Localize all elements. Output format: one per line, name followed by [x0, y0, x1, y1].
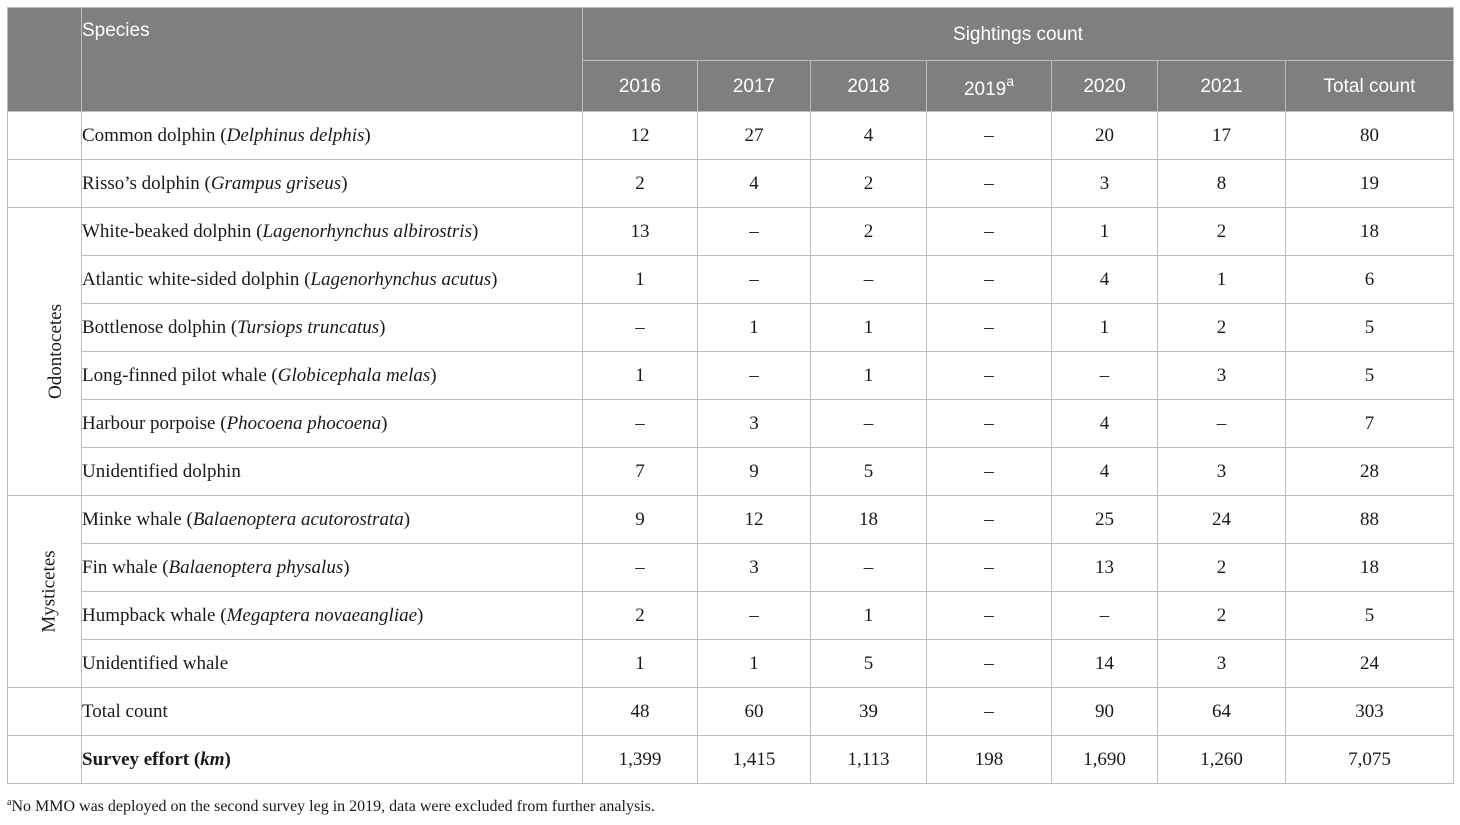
rows.7-cell: 7 [583, 448, 698, 496]
species-common-name: Risso’s dolphin ( [82, 173, 211, 194]
footnote [7, 797, 655, 816]
species-scientific-name: Lagenorhynchus acutus [310, 269, 492, 290]
rows.8-cell: 24 [1158, 496, 1286, 544]
table-row [8, 640, 1454, 688]
rows.8-cell: 12 [698, 496, 811, 544]
rows.0-cell: 20 [1052, 112, 1158, 160]
species-common-name: Harbour porpoise ( [82, 413, 227, 434]
rows.10-cell: – [698, 592, 811, 640]
rows.7-cell: 28 [1286, 448, 1454, 496]
survey-effort-label-cell [82, 736, 583, 784]
header-year-2017: 2017 [698, 61, 811, 112]
effort-cell: 1,399 [583, 736, 698, 784]
rows.5-cell: 3 [1158, 352, 1286, 400]
rows.8-cell: 88 [1286, 496, 1454, 544]
rows.0-cell: 12 [583, 112, 698, 160]
header-year-2021: 2021 [1158, 61, 1286, 112]
species-paren-close: ) [341, 173, 348, 194]
species-name [82, 544, 583, 592]
total-cell: 48 [583, 688, 698, 736]
rows.11-cell: 1 [583, 640, 698, 688]
header-year-2016: 2016 [583, 61, 698, 112]
rows.10-cell: – [1052, 592, 1158, 640]
species-common-name: Unidentified dolphin [82, 461, 241, 482]
effort-cell: 1,690 [1052, 736, 1158, 784]
rows.10-cell: 5 [1286, 592, 1454, 640]
total-cell: 39 [811, 688, 927, 736]
table-row [8, 448, 1454, 496]
survey-effort-label: Survey effort [82, 749, 190, 770]
rows.0-cell: 80 [1286, 112, 1454, 160]
rows.8-cell: 25 [1052, 496, 1158, 544]
rows.2-cell: 13 [583, 208, 698, 256]
header-year-2018: 2018 [811, 61, 927, 112]
species-paren-close: ) [381, 413, 388, 434]
rows.4-cell: 5 [1286, 304, 1454, 352]
species-scientific-name: Lagenorhynchus albirostris [262, 221, 472, 242]
group-cell-mysticetes [8, 496, 82, 688]
species-common-name: Minke whale ( [82, 509, 193, 530]
rows.5-cell: – [698, 352, 811, 400]
rows.2-cell: 2 [1158, 208, 1286, 256]
rows.9-cell: – [583, 544, 698, 592]
survey-effort-unit: km [200, 749, 225, 770]
rows.6-cell: 4 [1052, 400, 1158, 448]
species-scientific-name: Balaenoptera acutorostrata [192, 509, 404, 530]
species-common-name: White-beaked dolphin ( [82, 221, 263, 242]
species-name [82, 448, 583, 496]
rows.4-cell: 1 [811, 304, 927, 352]
species-paren-close: ) [472, 221, 479, 242]
rows.10-cell: 1 [811, 592, 927, 640]
total-cell: – [927, 688, 1052, 736]
rows.1-cell: 2 [811, 160, 927, 208]
header-year-2019 [927, 61, 1052, 112]
species-paren-close: ) [379, 317, 386, 338]
table-row [8, 544, 1454, 592]
rows.2-cell: – [698, 208, 811, 256]
species-name [82, 496, 583, 544]
rows.11-cell: 24 [1286, 640, 1454, 688]
rows.4-cell: 1 [698, 304, 811, 352]
survey-effort-paren-close: ) [224, 749, 231, 770]
rows.9-cell: – [811, 544, 927, 592]
table-row [8, 112, 1454, 160]
rows.0-cell: 27 [698, 112, 811, 160]
species-name [82, 352, 583, 400]
rows.9-cell: 3 [698, 544, 811, 592]
species-paren-close: ) [417, 605, 424, 626]
rows.7-cell: – [927, 448, 1052, 496]
species-name [82, 640, 583, 688]
rows.9-cell: 2 [1158, 544, 1286, 592]
rows.5-cell: – [1052, 352, 1158, 400]
header-species: Species [82, 8, 583, 112]
species-name [82, 112, 583, 160]
group-cell-blank [8, 160, 82, 208]
group-cell-blank [8, 112, 82, 160]
rows.11-cell: 5 [811, 640, 927, 688]
rows.1-cell: 8 [1158, 160, 1286, 208]
species-scientific-name: Grampus griseus [210, 173, 342, 194]
rows.8-cell: 9 [583, 496, 698, 544]
species-paren-close: ) [430, 365, 437, 386]
species-scientific-name: Megaptera novaeangliae [226, 605, 418, 626]
rows.6-cell: 3 [698, 400, 811, 448]
rows.8-cell: 18 [811, 496, 927, 544]
species-name [82, 160, 583, 208]
species-common-name: Unidentified whale [82, 653, 229, 674]
group-cell-blank [8, 688, 82, 736]
table-row [8, 496, 1454, 544]
footnote-marker: a [1006, 72, 1015, 89]
species-name [82, 256, 583, 304]
rows.9-cell: 13 [1052, 544, 1158, 592]
rows.10-cell: 2 [583, 592, 698, 640]
survey-effort-paren-open: ( [189, 749, 201, 770]
species-paren-close: ) [491, 269, 498, 290]
species-common-name: Bottlenose dolphin ( [82, 317, 238, 338]
species-scientific-name: Phocoena phocoena [226, 413, 382, 434]
rows.10-cell: 2 [1158, 592, 1286, 640]
table-row [8, 160, 1454, 208]
effort-cell: 1,260 [1158, 736, 1286, 784]
effort-cell: 1,415 [698, 736, 811, 784]
group-cell-blank [8, 736, 82, 784]
effort-cell: 198 [927, 736, 1052, 784]
species-name [82, 208, 583, 256]
rows.6-cell: – [583, 400, 698, 448]
species-paren-close: ) [403, 509, 411, 530]
species-scientific-name: Delphinus delphis [226, 125, 365, 146]
rows.2-cell: – [927, 208, 1052, 256]
rows.0-cell: 17 [1158, 112, 1286, 160]
rows.1-cell: 19 [1286, 160, 1454, 208]
footnote-text: No MMO was deployed on the second survey leg in 2019, data were excluded from further analysis. [11, 798, 655, 815]
group-cell-odontocetes [8, 208, 82, 496]
group-label-mysticetes: Mysticetes [38, 550, 60, 633]
species-scientific-name: Globicephala melas [277, 365, 431, 386]
table-row [8, 208, 1454, 256]
sightings-table [7, 7, 1454, 784]
rows.6-cell: – [811, 400, 927, 448]
rows.2-cell: 1 [1052, 208, 1158, 256]
rows.0-cell: – [927, 112, 1052, 160]
rows.7-cell: 9 [698, 448, 811, 496]
rows.1-cell: – [927, 160, 1052, 208]
total-cell: 60 [698, 688, 811, 736]
rows.4-cell: – [583, 304, 698, 352]
total-cell: 90 [1052, 688, 1158, 736]
rows.6-cell: – [927, 400, 1052, 448]
rows.5-cell: – [927, 352, 1052, 400]
total-row-label: Total count [82, 688, 583, 736]
rows.1-cell: 3 [1052, 160, 1158, 208]
table-row [8, 400, 1454, 448]
effort-cell: 1,113 [811, 736, 927, 784]
rows.4-cell: 1 [1052, 304, 1158, 352]
rows.4-cell: – [927, 304, 1052, 352]
species-scientific-name: Tursiops truncatus [237, 317, 380, 338]
table-row [8, 352, 1454, 400]
year-2019-label: 2019 [963, 78, 1007, 100]
rows.11-cell: 14 [1052, 640, 1158, 688]
rows.5-cell: 1 [583, 352, 698, 400]
rows.3-cell: 6 [1286, 256, 1454, 304]
species-name [82, 592, 583, 640]
rows.1-cell: 2 [583, 160, 698, 208]
rows.3-cell: – [811, 256, 927, 304]
table-row [8, 304, 1454, 352]
group-label-odontocetes: Odontocetes [44, 304, 66, 399]
header-row-1 [8, 8, 1454, 61]
rows.9-cell: – [927, 544, 1052, 592]
rows.3-cell: – [927, 256, 1052, 304]
rows.3-cell: – [698, 256, 811, 304]
rows.1-cell: 4 [698, 160, 811, 208]
rows.11-cell: – [927, 640, 1052, 688]
rows.3-cell: 1 [583, 256, 698, 304]
rows.7-cell: 3 [1158, 448, 1286, 496]
species-common-name: Long-finned pilot whale ( [82, 365, 278, 386]
header-group-blank [8, 8, 82, 112]
rows.0-cell: 4 [811, 112, 927, 160]
survey-effort-row [8, 736, 1454, 784]
total-cell: 303 [1286, 688, 1454, 736]
footnote-marker: a [7, 797, 12, 808]
rows.7-cell: 4 [1052, 448, 1158, 496]
species-scientific-name: Balaenoptera physalus [168, 557, 344, 578]
species-common-name: Common dolphin ( [82, 125, 227, 146]
table-row [8, 256, 1454, 304]
table-row [8, 592, 1454, 640]
rows.6-cell: – [1158, 400, 1286, 448]
rows.8-cell: – [927, 496, 1052, 544]
rows.2-cell: 18 [1286, 208, 1454, 256]
total-row [8, 688, 1454, 736]
species-paren-close: ) [343, 557, 350, 578]
rows.10-cell: – [927, 592, 1052, 640]
rows.5-cell: 5 [1286, 352, 1454, 400]
total-cell: 64 [1158, 688, 1286, 736]
rows.11-cell: 3 [1158, 640, 1286, 688]
species-common-name: Fin whale ( [82, 557, 169, 578]
rows.4-cell: 2 [1158, 304, 1286, 352]
species-name [82, 304, 583, 352]
header-total-count: Total count [1286, 61, 1454, 112]
species-paren-close: ) [364, 125, 371, 146]
header-year-2020: 2020 [1052, 61, 1158, 112]
rows.6-cell: 7 [1286, 400, 1454, 448]
rows.11-cell: 1 [698, 640, 811, 688]
rows.5-cell: 1 [811, 352, 927, 400]
species-common-name: Atlantic white-sided dolphin ( [82, 269, 311, 290]
rows.7-cell: 5 [811, 448, 927, 496]
species-common-name: Humpback whale ( [82, 605, 227, 626]
rows.3-cell: 1 [1158, 256, 1286, 304]
rows.2-cell: 2 [811, 208, 927, 256]
species-name [82, 400, 583, 448]
rows.9-cell: 18 [1286, 544, 1454, 592]
effort-cell: 7,075 [1286, 736, 1454, 784]
header-sightings-count: Sightings count [583, 8, 1454, 61]
rows.3-cell: 4 [1052, 256, 1158, 304]
